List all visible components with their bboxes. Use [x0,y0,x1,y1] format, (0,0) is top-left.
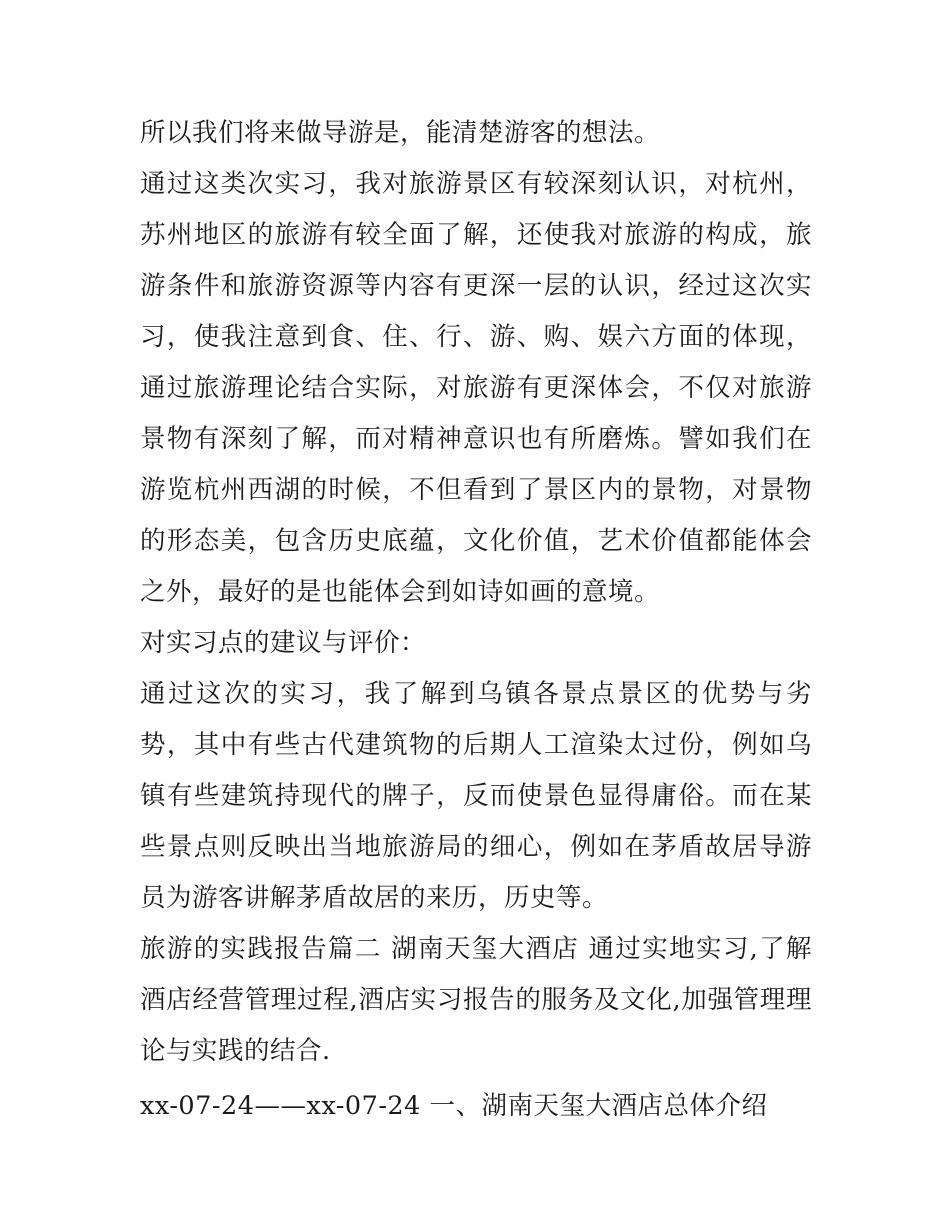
document-page [140,108,812,1132]
paragraph-3: 对实习点的建议与评价： [140,628,427,658]
paragraph-2: 通过这类次实习，我对旅游景区有较深刻认识，对杭州，苏州地区的旅游有较全面了解，还使我对旅游的构成，旅游条件和旅游资源等内容有更深一层的认识，经过这次实习，使我注意到食、住、行、游、购、娱六方面的体现，通过旅游理论结合实际，对旅游有更深体会，不仅对旅游景物有深刻了解，而对精神意识也有所磨炼。譬如我们在游览杭州西湖的时候，不但看到了景区内的景物，对景物的形态美，包含历史底蕴，文化价值，艺术价值都能体会之外，最好的是也能体会到如诗如画的意境。 [140,169,812,607]
paragraph-5: 旅游的实践报告篇二 湖南天玺大酒店 通过实地实习,了解酒店经营管理过程,酒店实习报告的服务及文化,加强管理理论与实践的结合. [140,934,812,1066]
paragraph-1: 所以我们将来做导游是，能清楚游客的想法。 [140,118,661,148]
paragraph-6: xx-07-24——xx-07-24 一、湖南天玺大酒店总体介绍 [140,1091,768,1121]
paragraph-4: 通过这次的实习，我了解到乌镇各景点景区的优势与劣势，其中有些古代建筑物的后期人工渲染太过份，例如乌镇有些建筑持现代的牌子，反而使景色显得庸俗。而在某些景点则反映出当地旅游局的细心，例如在茅盾故居导游员为游客讲解茅盾故居的来历，历史等。 [140,679,812,913]
